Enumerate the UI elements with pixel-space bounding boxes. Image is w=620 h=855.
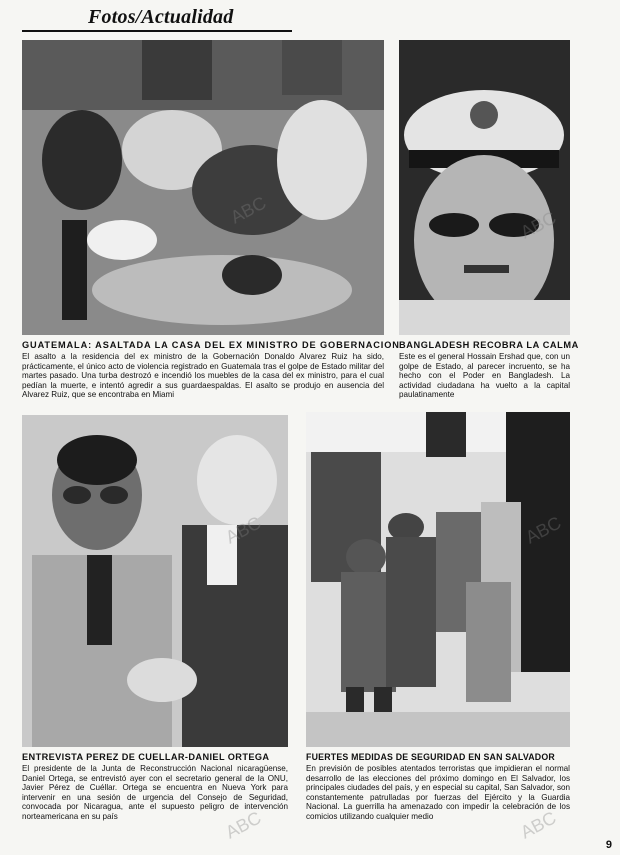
- watermark: ABC: [222, 512, 265, 548]
- caption-bangladesh: [399, 340, 579, 400]
- section-title: Fotos/Actualidad: [88, 6, 234, 28]
- watermark: ABC: [227, 192, 270, 228]
- text-bangladesh: Este es el general Hossain Ershad que, con un golpe de Estado, al parecer incruento, se ha hecho con el Poder en Bangladesh. La actividad ciudadana ha vuelto a la capital paulatinamente: [399, 352, 570, 400]
- watermark: ABC: [522, 512, 565, 548]
- headline-bangladesh: BANGLADESH RECOBRA LA CALMA: [399, 340, 579, 350]
- photo-san-salvador: [306, 412, 570, 747]
- photo-guatemala: [22, 40, 384, 335]
- headline-guatemala: GUATEMALA: ASALTADA LA CASA DEL EX MINISTRO DE GOBERNACION: [22, 340, 400, 350]
- watermark: ABC: [517, 807, 560, 843]
- headline-perez-ortega: ENTREVISTA PEREZ DE CUELLAR-DANIEL ORTEGA: [22, 752, 270, 762]
- page-number: 9: [605, 839, 612, 851]
- photo-perez-ortega: [22, 415, 288, 747]
- text-guatemala: El asalto a la residencia del ex ministro de la Gobernación Donaldo Alvarez Ruiz ha sido, prácticamente, el único acto de violencia registrado en Guatemala tras el golpe de Estado militar del martes pasado. Una turba destrozó e incendió los muebles de la casa del ex ministro, para el cual pedían la muerte, e intentó agredir a sus guardaespaldas. El asalto se produjo en ausencia del Alvarez Ruiz, que se encontraba en Miami: [22, 352, 384, 400]
- title-rule: [22, 30, 292, 32]
- watermark: ABC: [222, 807, 265, 843]
- caption-guatemala: [22, 340, 400, 400]
- photo-bangladesh: [399, 40, 570, 335]
- text-perez-ortega: El presidente de la Junta de Reconstrucción Nacional nicaragüense, Daniel Ortega, se entrevistó ayer con el secretario general de la ONU, Javier Pérez de Cuéllar. Ortega se encuentra en Nueva York para intervenir en una sesión de urgencia del Consejo de Seguridad, convocada por Nicaragua, ante el supuesto peligro de intervención norteamericana en su país: [22, 764, 288, 821]
- watermark: ABC: [517, 207, 560, 243]
- text-san-salvador: En previsión de posibles atentados terroristas que impidieran el normal desarrollo de las elecciones del próximo domingo en El Salvador, los principales ciudades del país, y en especial su capital, San Salvador, son constantemente patrulladas por fuerzas del Ejército y la Guardia Nacional. La guerrilla ha amenazado con impedir la celebración de los comicios utilizando cualquier medio: [306, 764, 570, 821]
- headline-san-salvador: FUERTES MEDIDAS DE SEGURIDAD EN SAN SALVADOR: [306, 752, 555, 762]
- caption-san-salvador: [306, 752, 570, 822]
